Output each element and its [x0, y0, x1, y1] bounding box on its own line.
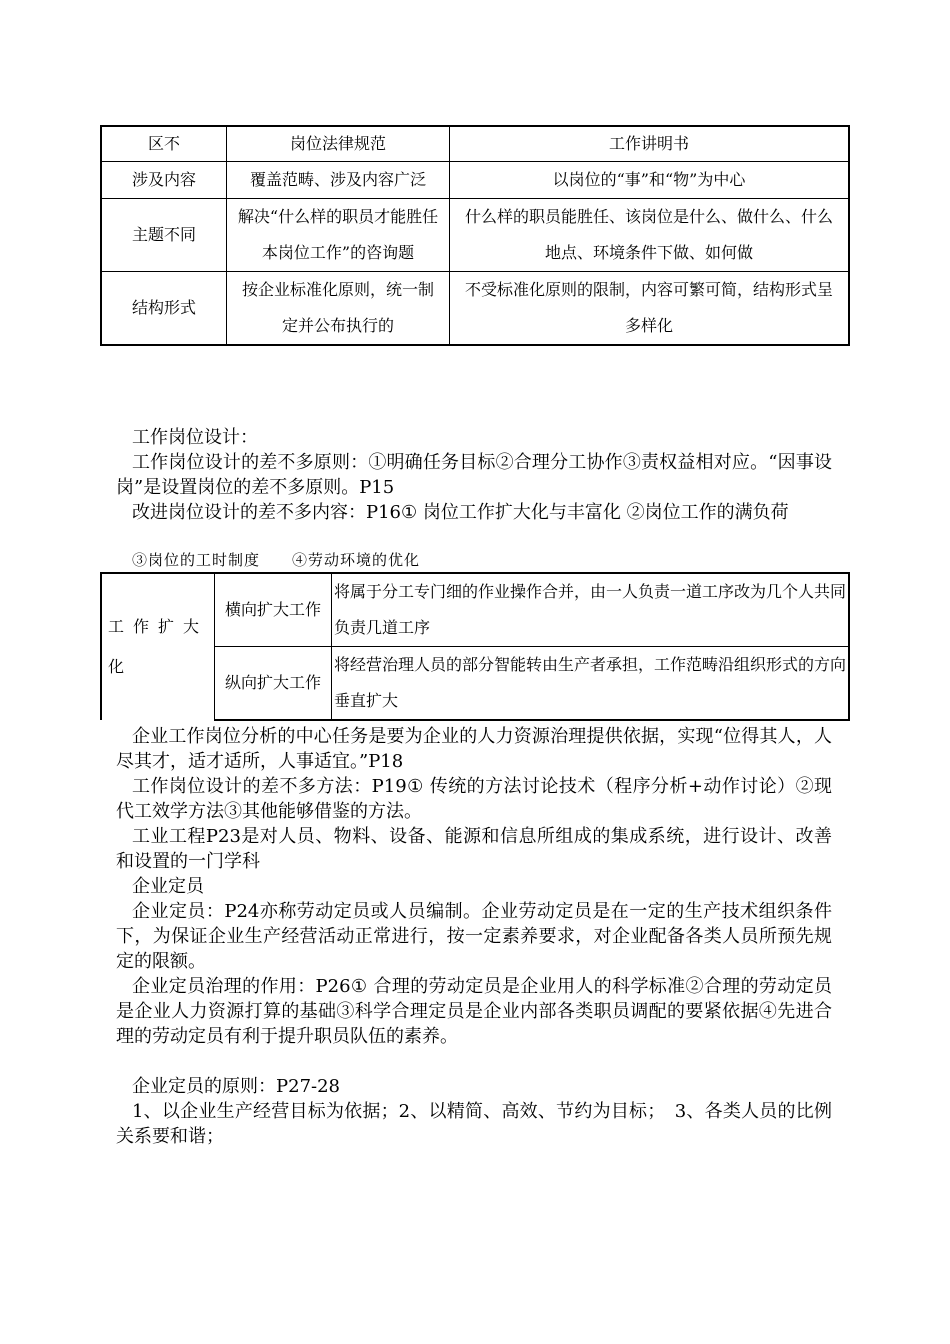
row-label: 涉及内容: [101, 162, 227, 199]
comparison-table: [100, 125, 850, 346]
table-row: [101, 573, 849, 647]
table-cell: 将经营治理人员的部分智能转由生产者承担，工作范畴沿组织形式的方向垂直扩大: [332, 647, 850, 721]
paragraph: 企业定员的原则：P27-28: [132, 1076, 341, 1097]
job-enlargement-table: [100, 572, 850, 721]
header-cell: 岗位法律规范: [227, 126, 450, 162]
header-cell: 区不: [101, 126, 227, 162]
paragraph: 1、以企业生产经营目标为依据；2、以精简、高效、节约为目标； 3、各类人员的比例关系要和谐；: [116, 1101, 832, 1147]
table-cell: 不受标准化原则的限制，内容可繁可简，结构形式呈多样化: [450, 272, 850, 346]
table-cell: 什么样的职员能胜任、该岗位是什么、做什么、什么地点、环境条件下做、如何做: [450, 199, 850, 272]
row-label: 主题不同: [101, 199, 227, 272]
table-row: [101, 162, 849, 199]
table-cell: 解决“什么样的职员才能胜任本岗位工作”的咨询题: [227, 199, 450, 272]
section-heading: 企业定员: [132, 876, 204, 897]
table-cell: 按企业标准化原则，统一制定并公布执行的: [227, 272, 450, 346]
paragraph: 工作岗位设计的差不多原则：①明确任务目标②合理分工协作③责权益相对应。“因事设岗”是设置岗位的差不多原则。P15: [116, 452, 832, 498]
table-header-row: [101, 126, 849, 162]
paragraph: ③岗位的工时制度 ④劳动环境的优化: [132, 551, 421, 569]
paragraph: 改进岗位设计的差不多内容：P16① 岗位工作扩大化与丰富化 ②岗位工作的满负荷: [132, 502, 789, 523]
row-group-label: 工作扩大化: [101, 573, 215, 720]
table-row: [101, 199, 849, 272]
header-cell: 工作讲明书: [450, 126, 850, 162]
table-row: [101, 272, 849, 346]
paragraph: 工作岗位设计：: [132, 427, 258, 448]
table-cell: 将属于分工专门细的作业操作合并，由一人负责一道工序改为几个人共同负责几道工序: [332, 573, 850, 647]
paragraph: 企业定员：P24亦称劳动定员或人员编制。企业劳动定员是在一定的生产技术组织条件下，为保证企业生产经营活动正常进行，按一定素养要求，对企业配备各类人员所预先规定的限额。: [116, 901, 832, 972]
row-label: 横向扩大工作: [215, 573, 332, 647]
table-cell: 以岗位的“事”和“物”为中心: [450, 162, 850, 199]
paragraph: 企业工作岗位分析的中心任务是要为企业的人力资源治理提供依据，实现“位得其人，人尽其才，适才适所，人事适宜。”P18: [116, 726, 832, 772]
paragraph: 工业工程P23是对人员、物料、设备、能源和信息所组成的集成系统，进行设计、改善和设置的一门学科: [116, 826, 832, 872]
row-label: 纵向扩大工作: [215, 647, 332, 721]
paragraph: 工作岗位设计的差不多方法：P19① 传统的方法讨论技术（程序分析+动作讨论）②现代工效学方法③其他能够借鉴的方法。: [116, 776, 832, 822]
table-cell: 覆盖范畴、涉及内容广泛: [227, 162, 450, 199]
paragraph: 企业定员治理的作用：P26① 合理的劳动定员是企业用人的科学标准②合理的劳动定员是企业人力资源打算的基础③科学合理定员是企业内部各类职员调配的要紧依据④先进合理的劳动定员有利于提升职员队伍的素养。: [116, 976, 832, 1047]
row-label: 结构形式: [101, 272, 227, 346]
